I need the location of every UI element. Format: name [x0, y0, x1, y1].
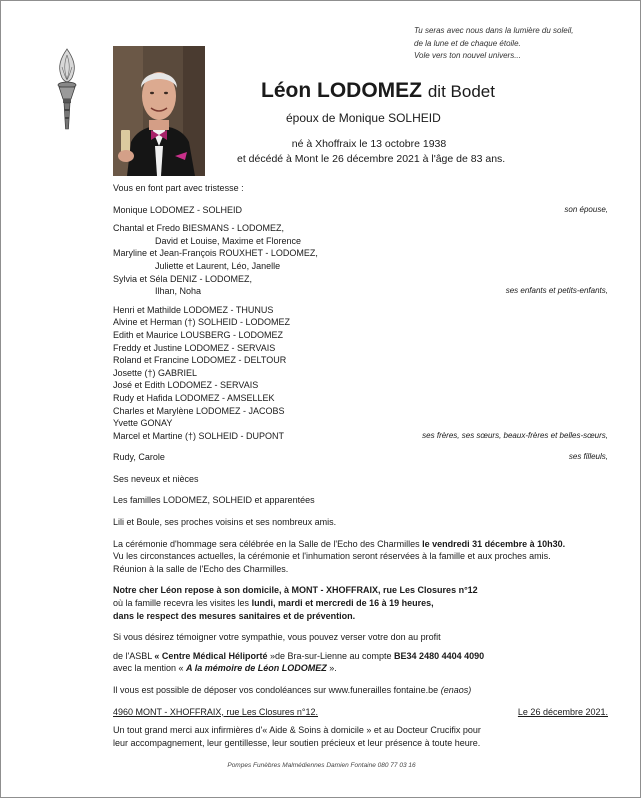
ceremony-text: Vu les circonstances actuelles, la cérémonie et l'inhumation seront réservées à la famille et aux proches amis. [113, 551, 551, 562]
deceased-nickname: dit Bodet [427, 82, 495, 101]
thanks-text: leur accompagnement, leur gentillesse, leur soutien précieux et leur présence à toute heure. [113, 737, 481, 748]
address-line [113, 706, 608, 719]
ceremony-paragraph [113, 538, 608, 576]
visit-note: dans le respect des mesures sanitaires et de prévention. [113, 610, 356, 621]
announcement-date: Le 26 décembre 2021. [517, 706, 608, 717]
family-line: José et Edith LODOMEZ - SERVAIS [113, 380, 259, 391]
family-line: Yvette GONAY [113, 418, 173, 429]
thanks-paragraph [113, 724, 608, 749]
family-line: Maryline et Jean-François ROUXHET - LODOMEZ, [113, 248, 318, 259]
family-line: Edith et Maurice LOUSBERG - LODOMEZ [113, 329, 284, 340]
deceased-name [261, 79, 495, 103]
families-line: Les familles LODOMEZ, SOLHEID et apparentées [113, 495, 315, 506]
poem [414, 25, 574, 63]
visit-text: où la famille recevra les visites les [113, 598, 252, 609]
family-line: Roland et Francine LODOMEZ - DELTOUR [113, 355, 287, 366]
ceremony-text: La cérémonie d'hommage sera célébrée en la Salle de l'Echo des Charmilles [113, 538, 423, 549]
donation-text: ». [326, 663, 337, 674]
visit-hours: lundi, mardi et mercredi de 16 à 19 heures, [251, 598, 434, 609]
family-line: Henri et Mathilde LODOMEZ - THUNUS [113, 304, 274, 315]
donation-text: de l'ASBL [113, 650, 155, 661]
donation-organisation: « Centre Médical Héliporté [154, 650, 268, 661]
family-line: David et Louise, Maxime et Florence [155, 235, 302, 246]
donation-text: Si vous désirez témoigner votre sympathie, vous pouvez verser votre don au profit [113, 632, 441, 643]
donation-paragraph [113, 631, 608, 675]
poem-line: Vole vers ton nouvel univers... [414, 51, 521, 60]
portrait-photo [113, 46, 205, 176]
family-line: Rudy et Hafida LODOMEZ - AMSELLEK [113, 392, 275, 403]
poem-line: de la lune et de chaque étoile. [414, 38, 521, 48]
friends-line: Lili et Boule, ses proches voisins et ses nombreux amis. [113, 517, 337, 528]
visit-paragraph [113, 584, 608, 622]
family-line: Marcel et Martine (†) SOLHEID - DUPONT [113, 430, 285, 441]
birth-line: né à Xhoffraix le 13 octobre 1938 [291, 138, 447, 150]
relationship-label: ses frères, ses sœurs, beaux-frères et belles-sœurs, [422, 430, 608, 440]
donation-text: »de Bra-sur-Lienne au compte [267, 650, 395, 661]
family-line: Ilhan, Noha [155, 286, 202, 297]
intro-text: Vous en font part avec tristesse : [113, 183, 244, 193]
family-line: Charles et Marylène LODOMEZ - JACOBS [113, 405, 285, 416]
family-line: Rudy, Carole [113, 452, 165, 463]
spouse-line: époux de Monique SOLHEID [286, 111, 441, 125]
announcement-body [113, 182, 608, 749]
godchildren-entry [113, 451, 608, 464]
home-address: 4960 MONT - XHOFFRAIX, rue Les Closures n°12. [113, 706, 319, 717]
family-line: Juliette et Laurent, Léo, Janelle [155, 260, 281, 271]
donation-text: avec la mention « [113, 663, 187, 674]
torch-icon [52, 47, 82, 133]
deceased-full-name: Léon LODOMEZ [261, 79, 422, 102]
nephews-line: Ses neveux et nièces [113, 473, 199, 484]
family-line: Freddy et Justine LODOMEZ - SERVAIS [113, 342, 276, 353]
spouse-entry [113, 204, 608, 217]
death-line: et décédé à Mont le 26 décembre 2021 à l'âge de 83 ans. [237, 153, 506, 165]
family-line: Monique LODOMEZ - SOLHEID [113, 204, 243, 215]
condolences-suffix: (enaos) [440, 685, 472, 695]
donation-account: BE34 2480 4404 4090 [394, 650, 485, 661]
family-line: Chantal et Fredo BIESMANS - LODOMEZ, [113, 223, 285, 234]
family-line: Josette (†) GABRIEL [113, 367, 198, 378]
family-line: Sylvia et Séla DENIZ - LODOMEZ, [113, 273, 253, 284]
children-entry [113, 222, 608, 298]
relationship-label: ses filleuls, [568, 452, 608, 462]
ceremony-date: le vendredi 31 décembre à 10h30. [422, 538, 566, 549]
donation-mention: A la mémoire de Léon LODOMEZ [186, 663, 327, 674]
family-line: Alvine et Herman (†) SOLHEID - LODOMEZ [113, 317, 291, 328]
visit-location: Notre cher Léon repose à son domicile, à MONT - XHOFFRAIX, rue Les Closures n°12 [113, 585, 478, 596]
siblings-entry [113, 304, 608, 443]
condolences-text: Il vous est possible de déposer vos condoléances sur www.funerailles fontaine.be [113, 685, 441, 695]
ceremony-text: Réunion à la salle de l'Echo des Charmilles. [113, 563, 289, 574]
funeral-home-footer: Pompes Funèbres Malmédiennes Damien Fontaine 080 77 03 16 [227, 762, 416, 769]
thanks-text: Un tout grand merci aux infirmières d'« Aide & Soins à domicile » et au Docteur Crucifix pour [113, 725, 481, 736]
relationship-label: ses enfants et petits-enfants, [505, 286, 608, 296]
poem-line: Tu seras avec nous dans la lumière du soleil, [414, 26, 574, 35]
relationship-label: son épouse, [564, 204, 608, 214]
